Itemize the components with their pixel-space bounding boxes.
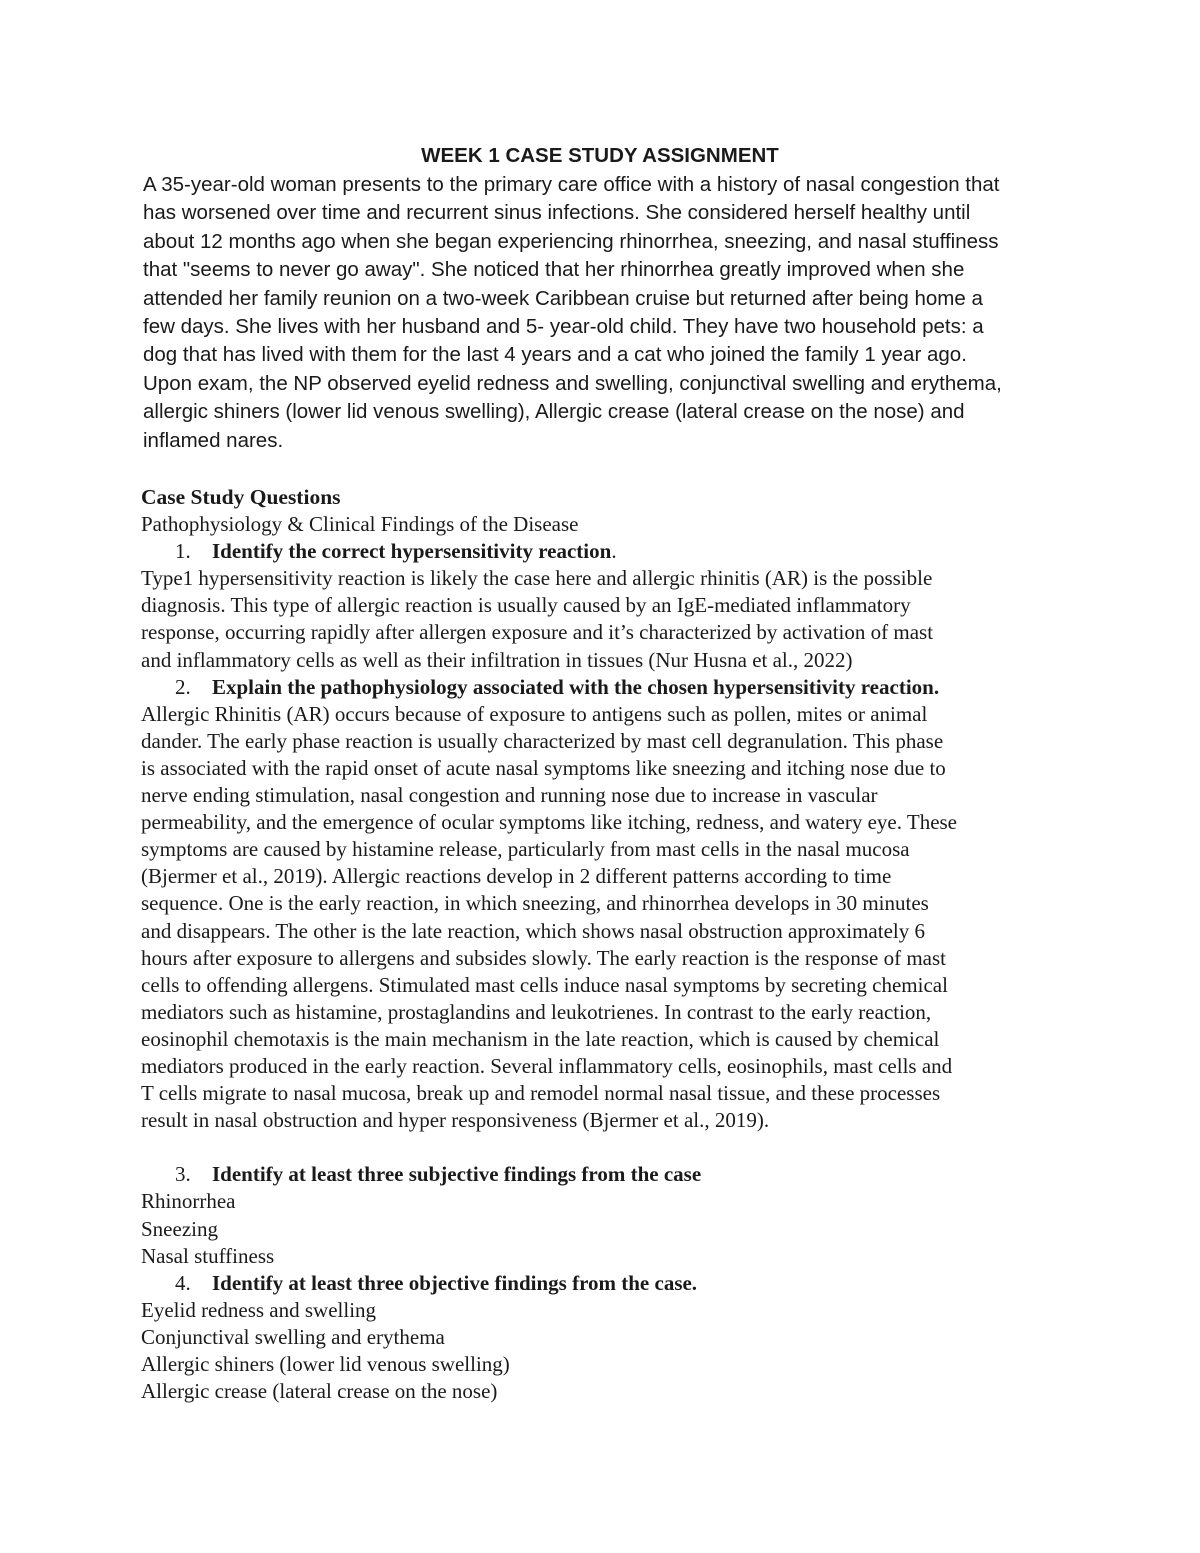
answer-line: (Bjermer et al., 2019). Allergic reactions develop in 2 different patterns according to time [141, 864, 892, 889]
answer-line: diagnosis. This type of allergic reaction is usually caused by an IgE-mediated inflammatory [141, 593, 911, 618]
intro-line: inflamed nares. [143, 428, 284, 452]
answer-line: Allergic crease (lateral crease on the nose) [141, 1379, 498, 1404]
answer-line: mediators such as histamine, prostaglandins and leukotrienes. In contrast to the early reaction, [141, 999, 932, 1024]
question-number: 3. [175, 1162, 191, 1187]
question-text: Identify at least three subjective findings from the case [212, 1162, 702, 1187]
answer-line: is associated with the rapid onset of acute nasal symptoms like sneezing and itching nose due to [141, 755, 946, 780]
document-title: WEEK 1 CASE STUDY ASSIGNMENT [421, 144, 779, 167]
answer-line: T cells migrate to nasal mucosa, break up and remodel normal nasal tissue, and these processes [141, 1081, 941, 1106]
answer-4 [141, 1297, 1071, 1405]
intro-line: attended her family reunion on a two-week Caribbean cruise but returned after being home a [143, 286, 983, 310]
question-1 [141, 538, 1071, 565]
intro-line: few days. She lives with her husband and 5- year-old child. They have two household pets: a [143, 315, 984, 339]
questions-section [141, 484, 1071, 1405]
question-trail: . [611, 539, 617, 564]
question-text: Explain the pathophysiology associated with the chosen hypersensitivity reaction. [212, 674, 940, 699]
intro-line: A 35-year-old woman presents to the primary care office with a history of nasal congestion that [143, 173, 1000, 196]
answer-line: Allergic shiners (lower lid venous swelling) [141, 1352, 510, 1376]
answer-line: Nasal stuffiness [141, 1243, 275, 1268]
answer-line: sequence. One is the early reaction, in which sneezing, and rhinorrhea develops in 30 minutes [141, 891, 929, 916]
case-description [143, 171, 1068, 455]
answer-line: cells to offending allergens. Stimulated mast cells induce nasal symptoms by secreting chemical [141, 972, 948, 997]
answer-line: Conjunctival swelling and erythema [141, 1324, 445, 1349]
answer-line: nerve ending stimulation, nasal congestion and running nose due to increase in vascular [141, 783, 878, 808]
answer-line: eosinophil chemotaxis is the main mechanism in the late reaction, which is caused by chemical [141, 1026, 940, 1051]
question-4 [141, 1270, 1071, 1297]
answer-line: Eyelid redness and swelling [141, 1297, 377, 1322]
answer-line: Allergic Rhinitis (AR) occurs because of exposure to antigens such as pollen, mites or animal [141, 701, 928, 726]
question-number: 4. [175, 1270, 191, 1295]
question-text: Identify at least three objective findings from the case. [212, 1270, 698, 1295]
answer-3 [141, 1188, 1071, 1269]
intro-line: allergic shiners (lower lid venous swelling), Allergic crease (lateral crease on the nose) and [143, 400, 965, 424]
answer-line: result in nasal obstruction and hyper responsiveness (Bjermer et al., 2019). [141, 1108, 770, 1133]
answer-line: mediators produced in the early reaction. Several inflammatory cells, eosinophils, mast cells and [141, 1053, 953, 1078]
answer-line: Type1 hypersensitivity reaction is likely the case here and allergic rhinitis (AR) is the possible [141, 566, 933, 591]
question-number: 2. [175, 674, 191, 699]
answer-line: and inflammatory cells as well as their infiltration in tissues (Nur Husna et al., 2022) [141, 647, 853, 672]
answer-1 [141, 565, 1071, 673]
answer-line: response, occurring rapidly after allergen exposure and it’s characterized by activation of mast [141, 620, 934, 645]
answer-line: symptoms are caused by histamine release, particularly from mast cells in the nasal mucosa [141, 837, 910, 862]
answer-line: dander. The early phase reaction is usually characterized by mast cell degranulation. This phase [141, 728, 944, 753]
intro-line: that "seems to never go away". She noticed that her rhinorrhea greatly improved when she [143, 258, 965, 282]
intro-line: has worsened over time and recurrent sinus infections. She considered herself healthy until [143, 201, 971, 225]
section-subheading: Pathophysiology & Clinical Findings of the Disease [141, 512, 579, 537]
question-2 [141, 674, 1071, 701]
intro-line: dog that has lived with them for the last 4 years and a cat who joined the family 1 year ago. [143, 343, 967, 367]
answer-line: Rhinorrhea [141, 1189, 236, 1214]
answer-line: and disappears. The other is the late reaction, which shows nasal obstruction approximately 6 [141, 918, 925, 943]
answer-line: Sneezing [141, 1216, 218, 1241]
question-3 [141, 1161, 1071, 1188]
answer-line: permeability, and the emergence of ocular symptoms like itching, redness, and watery eye. These [141, 810, 958, 835]
intro-line: about 12 months ago when she began experiencing rhinorrhea, sneezing, and nasal stuffiness [143, 229, 999, 253]
answer-2 [141, 701, 1071, 1135]
section-heading: Case Study Questions [141, 485, 341, 509]
intro-line: Upon exam, the NP observed eyelid redness and swelling, conjunctival swelling and erythema, [143, 371, 1002, 395]
question-text: Identify the correct hypersensitivity reaction [212, 539, 612, 564]
answer-line: hours after exposure to allergens and subsides slowly. The early reaction is the response of mast [141, 945, 946, 970]
blank-line [141, 1134, 1071, 1161]
question-number: 1. [175, 539, 191, 564]
